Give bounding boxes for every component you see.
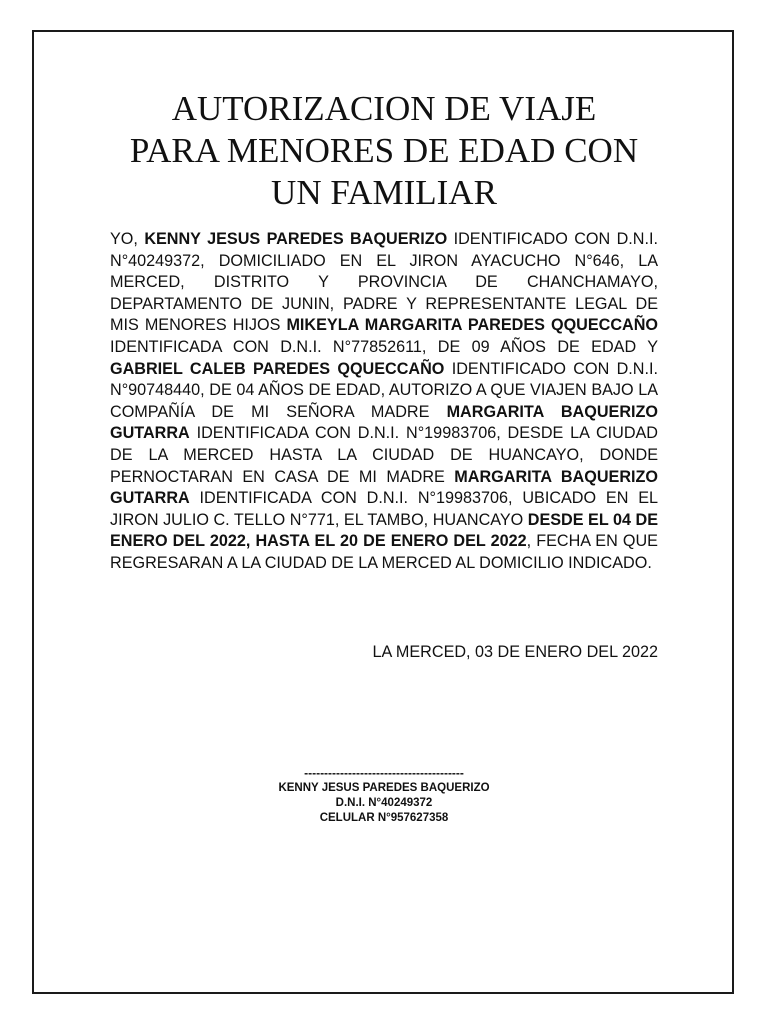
signer-phone: CELULAR N°957627358 — [319, 812, 449, 824]
document-title — [0, 88, 768, 214]
body-text-segment: IDENTIFICADO CON D.N.I. N°90748440, DE 04 AÑOS DE EDAD, AUTORIZO A QUE VIAJEN BAJO LA COMPAÑÍA DE MI SEÑORA MADRE — [110, 359, 658, 421]
title-line-2: PARA MENORES DE EDAD CON — [129, 131, 639, 170]
body-text-segment: IDENTIFICADA CON D.N.I. N°19983706, DESDE LA CIUDAD DE LA MERCED HASTA LA CIUDAD DE HUANCAYO, DONDE PERNOCTARAN EN CASA DE MI MADRE — [110, 424, 658, 486]
host-name: MARGARITA BAQUERIZO GUTARRA — [110, 467, 658, 508]
body-text-segment: IDENTIFICADA CON D.N.I. N°77852611, DE 09 AÑOS DE EDAD Y — [110, 337, 658, 356]
child-2-name: GABRIEL CALEB PAREDES QQUECCAÑO — [110, 359, 445, 378]
companion-name: MARGARITA BAQUERIZO GUTARRA — [110, 402, 658, 443]
body-text-segment: IDENTIFICADA CON D.N.I. N°19983706, UBICADO EN EL JIRON JULIO C. TELLO N°771, EL TAMBO, HUANCAYO — [110, 489, 658, 529]
signature-line: ---------------------------------------- — [304, 766, 464, 780]
title-line-1: AUTORIZACION DE VIAJE — [171, 89, 597, 128]
title-line-3: UN FAMILIAR — [271, 173, 497, 212]
signature-block — [0, 766, 768, 826]
body-text-segment: YO, — [110, 230, 145, 248]
signer-name: KENNY JESUS PAREDES BAQUERIZO — [278, 782, 490, 794]
body-text-segment: IDENTIFICADO CON D.N.I. N°40249372, DOMICILIADO EN EL JIRON AYACUCHO N°646, LA MERCED, DISTRITO Y PROVINCIA DE CHANCHAMAYO, DEPARTAMENTO DE JUNIN, PADRE Y REPRESENTANTE LEGAL DE MIS MENORES HIJOS — [110, 230, 658, 335]
authorization-body — [110, 229, 658, 575]
travel-dates: DESDE EL 04 DE ENERO DEL 2022, HASTA EL 20 DE ENERO DEL 2022 — [110, 510, 658, 551]
body-text-segment: , FECHA EN QUE REGRESARAN A LA CIUDAD DE LA MERCED AL DOMICILIO INDICADO. — [110, 532, 658, 572]
place-and-date: LA MERCED, 03 DE ENERO DEL 2022 — [372, 643, 658, 661]
father-name: KENNY JESUS PAREDES BAQUERIZO — [144, 230, 448, 248]
signer-dni: D.N.I. N°40249372 — [335, 797, 433, 809]
child-1-name: MIKEYLA MARGARITA PAREDES QQUECCAÑO — [286, 316, 658, 335]
